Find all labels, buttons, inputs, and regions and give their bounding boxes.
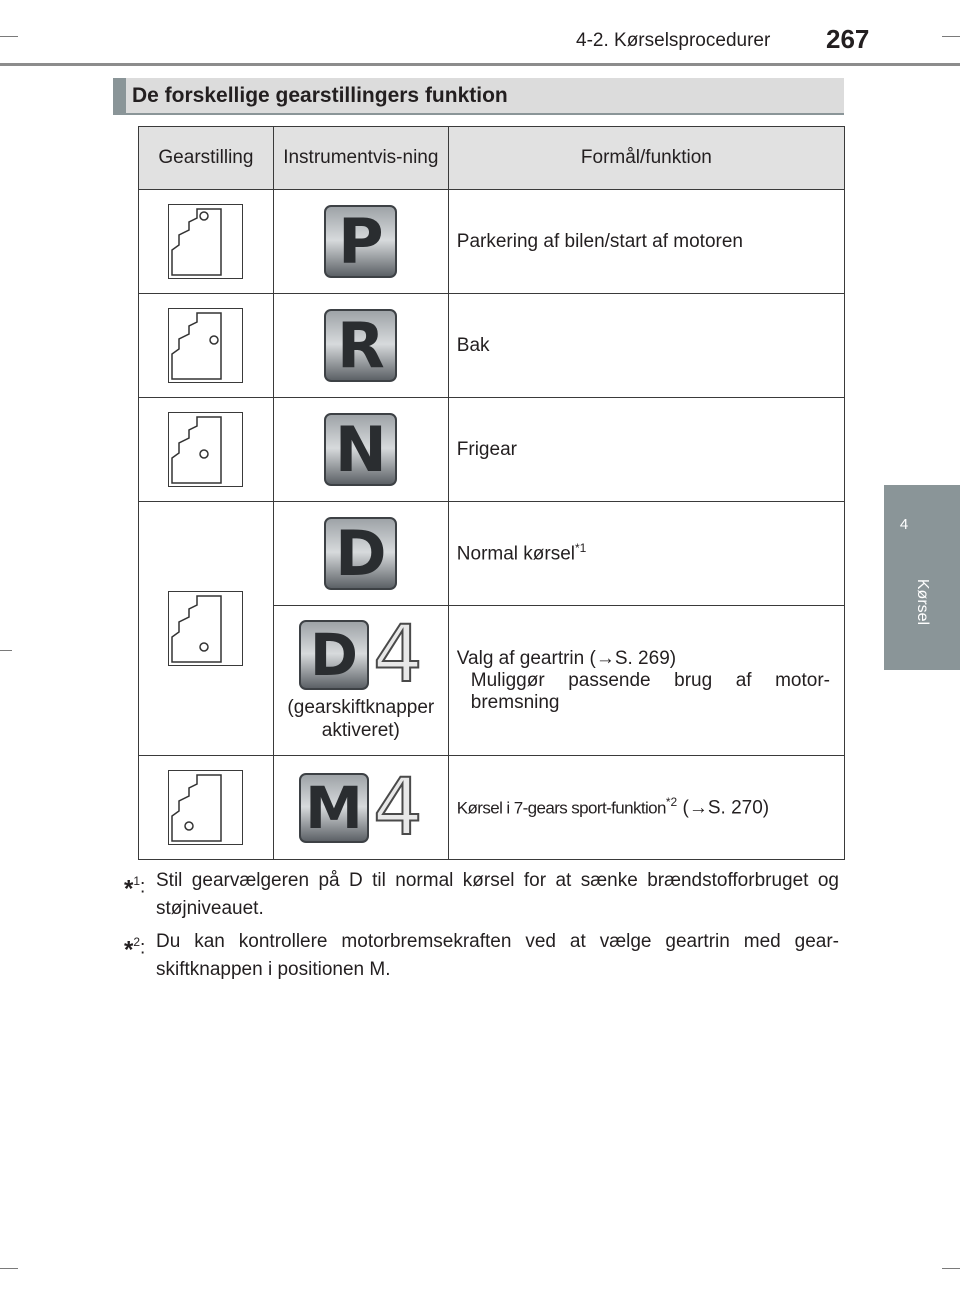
function-cell bbox=[448, 756, 844, 860]
shift-position-cell bbox=[139, 502, 274, 756]
col-header-display: Instrumentvis-ning bbox=[273, 127, 448, 190]
footnote-number: 1 bbox=[133, 874, 141, 888]
col-header-function: Formål/funktion bbox=[448, 127, 844, 190]
display-cell bbox=[273, 294, 448, 398]
table-row bbox=[139, 502, 845, 606]
display-badge: R bbox=[324, 309, 397, 382]
display-cell bbox=[273, 190, 448, 294]
shift-gate-m-icon bbox=[168, 770, 243, 845]
shift-position-cell bbox=[139, 756, 274, 860]
header-section: 4-2. Kørselsprocedurer bbox=[576, 30, 771, 51]
section-title-text: De forskellige gearstillingers funktion bbox=[132, 84, 508, 107]
function-text: Normal kørsel bbox=[456, 543, 576, 565]
table-row bbox=[139, 756, 845, 860]
table-header-row bbox=[139, 127, 845, 190]
shift-gate-r-icon bbox=[168, 308, 243, 383]
header-rule bbox=[0, 63, 960, 66]
display-gear-number: 4 bbox=[373, 609, 423, 700]
function-text: Kørsel i 7-gears sport-funktion bbox=[456, 798, 666, 818]
crop-mark bbox=[942, 36, 960, 37]
function-text: Parkering af bilen/start af motoren bbox=[448, 190, 844, 294]
display-cell bbox=[273, 606, 448, 756]
footnote bbox=[124, 867, 839, 923]
footnote-number: 2 bbox=[133, 935, 141, 949]
display-cell bbox=[273, 502, 448, 606]
function-ref: (→S. 270) bbox=[677, 797, 770, 819]
function-text: Frigear bbox=[448, 398, 844, 502]
table-row bbox=[139, 294, 845, 398]
crop-mark bbox=[0, 36, 18, 37]
shift-position-cell bbox=[139, 190, 274, 294]
display-cell bbox=[273, 756, 448, 860]
footnote bbox=[124, 928, 839, 984]
shift-gate-d-icon bbox=[168, 591, 243, 666]
footnote-mark: *$^1$: bbox=[124, 874, 146, 903]
shift-position-cell bbox=[139, 398, 274, 502]
footnote-text: Du kan kontrollere motorbremsekraften ved at vælge geartrin med gear-skiftknappen i positionen M. bbox=[156, 931, 839, 980]
display-gear-number: 4 bbox=[373, 762, 423, 853]
display-badge: D bbox=[299, 620, 369, 690]
function-cell bbox=[448, 502, 844, 606]
crop-mark bbox=[0, 650, 12, 651]
footnote-ref: *2 bbox=[665, 795, 678, 810]
display-badge: D bbox=[324, 517, 397, 590]
footnote-mark: *$^2$: bbox=[124, 935, 146, 964]
chapter-tab bbox=[884, 485, 960, 670]
display-cell bbox=[273, 398, 448, 502]
shift-position-cell bbox=[139, 294, 274, 398]
page-number: 267 bbox=[826, 24, 870, 54]
crop-mark bbox=[0, 1268, 18, 1269]
crop-mark bbox=[942, 1268, 960, 1269]
shift-gate-n-icon bbox=[168, 412, 243, 487]
function-text: Bak bbox=[448, 294, 844, 398]
section-title bbox=[113, 78, 844, 115]
function-detail: Muliggør passende brug af motor-bremsning bbox=[470, 670, 830, 713]
display-note: (gearskiftknapper aktiveret) bbox=[287, 696, 435, 741]
gear-table bbox=[138, 126, 845, 860]
chapter-label: Kørsel bbox=[914, 578, 931, 626]
shift-gate-p-icon bbox=[168, 204, 243, 279]
table-row bbox=[139, 398, 845, 502]
col-header-position: Gearstilling bbox=[139, 127, 274, 190]
display-badge: P bbox=[324, 205, 397, 278]
display-badge: N bbox=[324, 413, 397, 486]
chapter-number: 4 bbox=[899, 516, 909, 533]
display-badge: M bbox=[299, 773, 369, 843]
footnote-ref: *1 bbox=[575, 541, 587, 556]
table-row bbox=[139, 190, 845, 294]
function-cell bbox=[448, 606, 844, 756]
footnote-text: Stil gearvælgeren på D til normal kørsel for at sænke brændstofforbruget og støjniveauet. bbox=[156, 870, 839, 919]
function-text: Valg af geartrin (→S. 269) bbox=[456, 648, 677, 669]
